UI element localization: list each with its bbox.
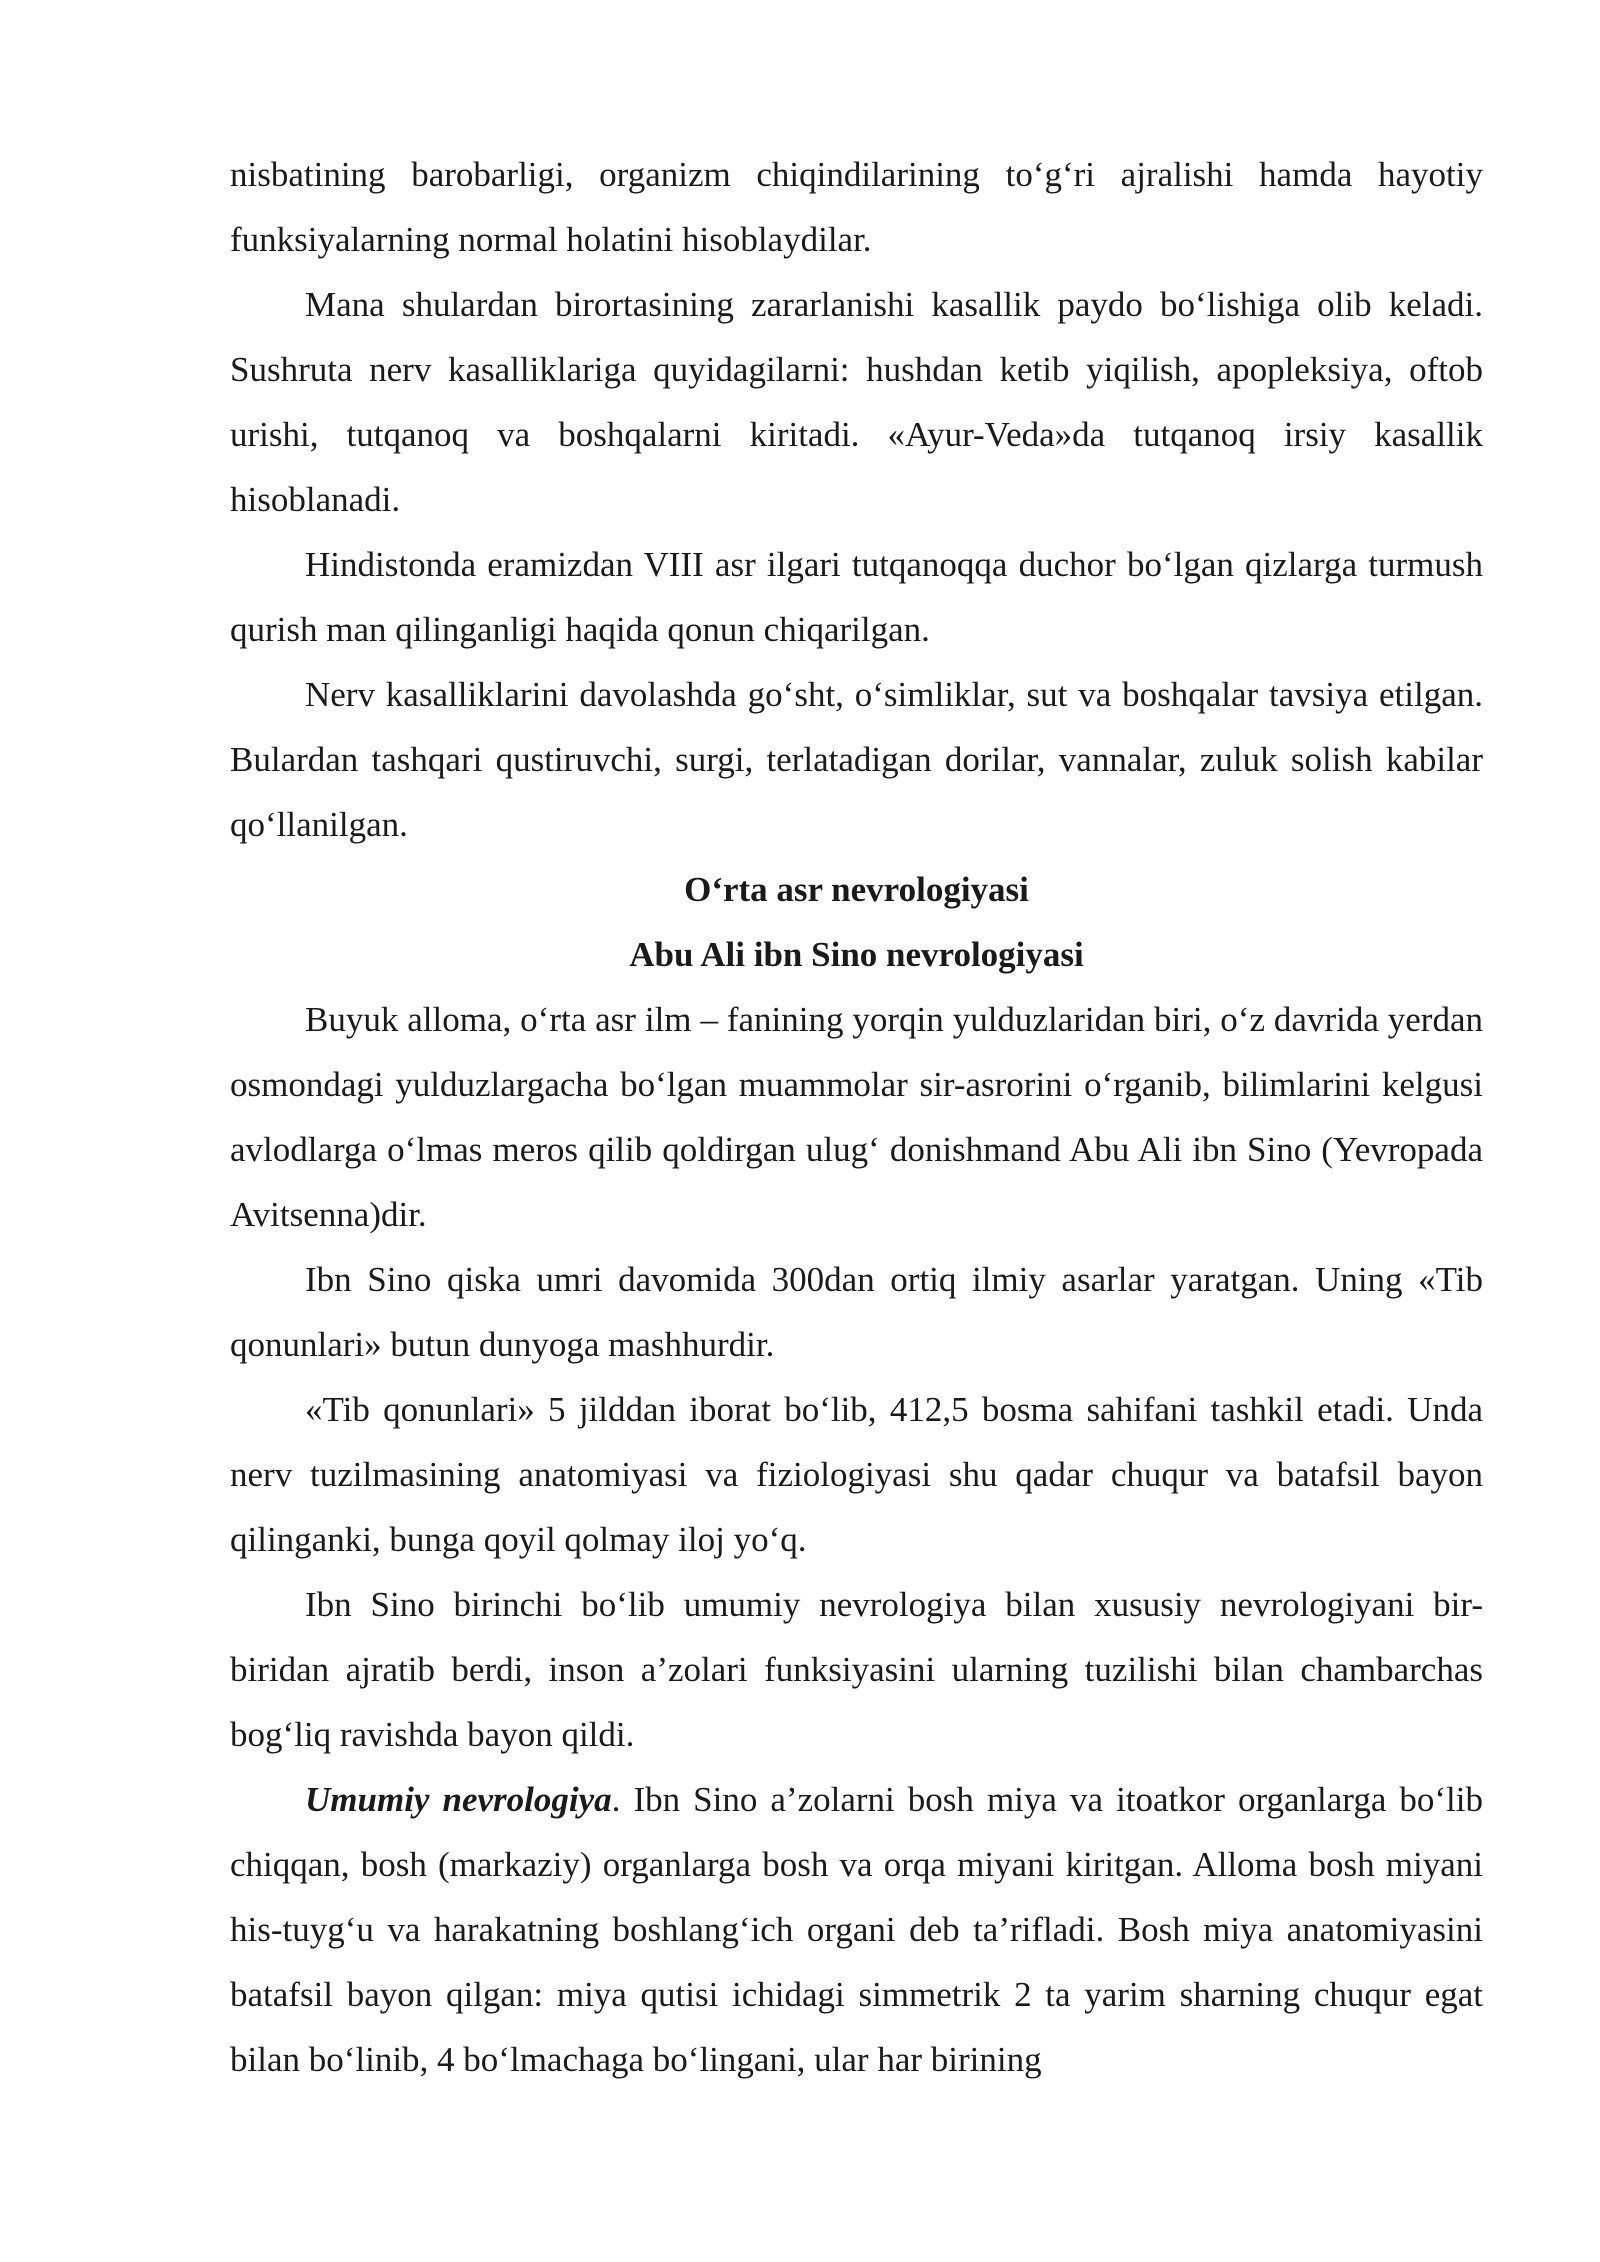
paragraph-asarlar: Ibn Sino qiska umri davomida 300dan ortiq ilmiy asarlar yaratgan. Uning «Tib qonunlari» butun dunyoga mashhurdir. bbox=[230, 1260, 1483, 1364]
paragraph-umumiy-xususiy: Ibn Sino birinchi bo‘lib umumiy nevrologiya bilan xususiy nevrologiyani bir-biridan ajratib berdi, inson a’zolari funksiyasini ularning tuzilishi bilan chambarchas bog‘liq ravishda bayon qildi. bbox=[230, 1585, 1483, 1754]
paragraph-davolash: Nerv kasalliklarini davolashda go‘sht, o‘simliklar, sut va boshqalar tavsiya etilgan. Bulardan tashqari qustiruvchi, surgi, terlatadigan dorilar, vannalar, zuluk solish kabilar qo‘llanilgan. bbox=[230, 675, 1483, 844]
paragraph-umumiy-nevrologiya bbox=[230, 1767, 1483, 2092]
section-heading-ibn-sino: Abu Ali ibn Sino nevrologiyasi bbox=[629, 935, 1084, 974]
paragraph-sushruta: Mana shulardan birortasining zararlanishi kasallik paydo bo‘lishiga olib keladi. Sushruta nerv kasalliklariga quyidagilarni: hushdan ketib yiqilish, apopleksiya, oftob urishi, tutqanoq va boshqalarni kiritadi. «Ayur-Veda»da tutqanoq irsiy kasallik hisoblanadi. bbox=[230, 285, 1483, 519]
section-heading-middle-ages: O‘rta asr nevrologiyasi bbox=[684, 870, 1029, 909]
document-page bbox=[230, 142, 1483, 2092]
paragraph-umumiy-nevrologiya-text: . Ibn Sino a’zolarni bosh miya va itoatkor organlarga bo‘lib chiqqan, bosh (markaziy) organlarga bosh va orqa miyani kiritgan. Alloma bosh miyani his-tuyg‘u va harakatning boshlang‘ich organi deb ta’rifladi. Bosh miya anatomiyasini batafsil bayon qilgan: miya qutisi ichidagi simmetrik 2 ta yarim sharning chuqur egat bilan bo‘linib, 4 bo‘lmachaga bo‘lingani, ular har birining bbox=[230, 1780, 1483, 2079]
term-umumiy-nevrologiya: Umumiy nevrologiya bbox=[305, 1780, 612, 1819]
paragraph-buyuk-alloma: Buyuk alloma, o‘rta asr ilm – fanining yorqin yulduzlaridan biri, o‘z davrida yerdan osmondagi yulduzlargacha bo‘lgan muammolar sir-asrorini o‘rganib, bilimlarini kelgusi avlodlarga o‘lmas meros qilib qoldirgan ulug‘ donishmand Abu Ali ibn Sino (Yevropada Avitsenna)dir. bbox=[230, 1000, 1483, 1234]
paragraph-tib-qonunlari: «Tib qonunlari» 5 jilddan iborat bo‘lib, 412,5 bosma sahifani tashkil etadi. Unda nerv tuzilmasining anatomiyasi va fiziologiyasi shu qadar chuqur va batafsil bayon qilinganki, bunga qoyil qolmay iloj yo‘q. bbox=[230, 1390, 1483, 1559]
paragraph-hindistonda: Hindistonda eramizdan VIII asr ilgari tutqanoqqa duchor bo‘lgan qizlarga turmush qurish man qilinganligi haqida qonun chiqarilgan. bbox=[230, 545, 1483, 649]
paragraph-continuation: nisbatining barobarligi, organizm chiqindilarining to‘g‘ri ajralishi hamda hayotiy funksiyalarning normal holatini hisoblaydilar. bbox=[230, 155, 1483, 259]
